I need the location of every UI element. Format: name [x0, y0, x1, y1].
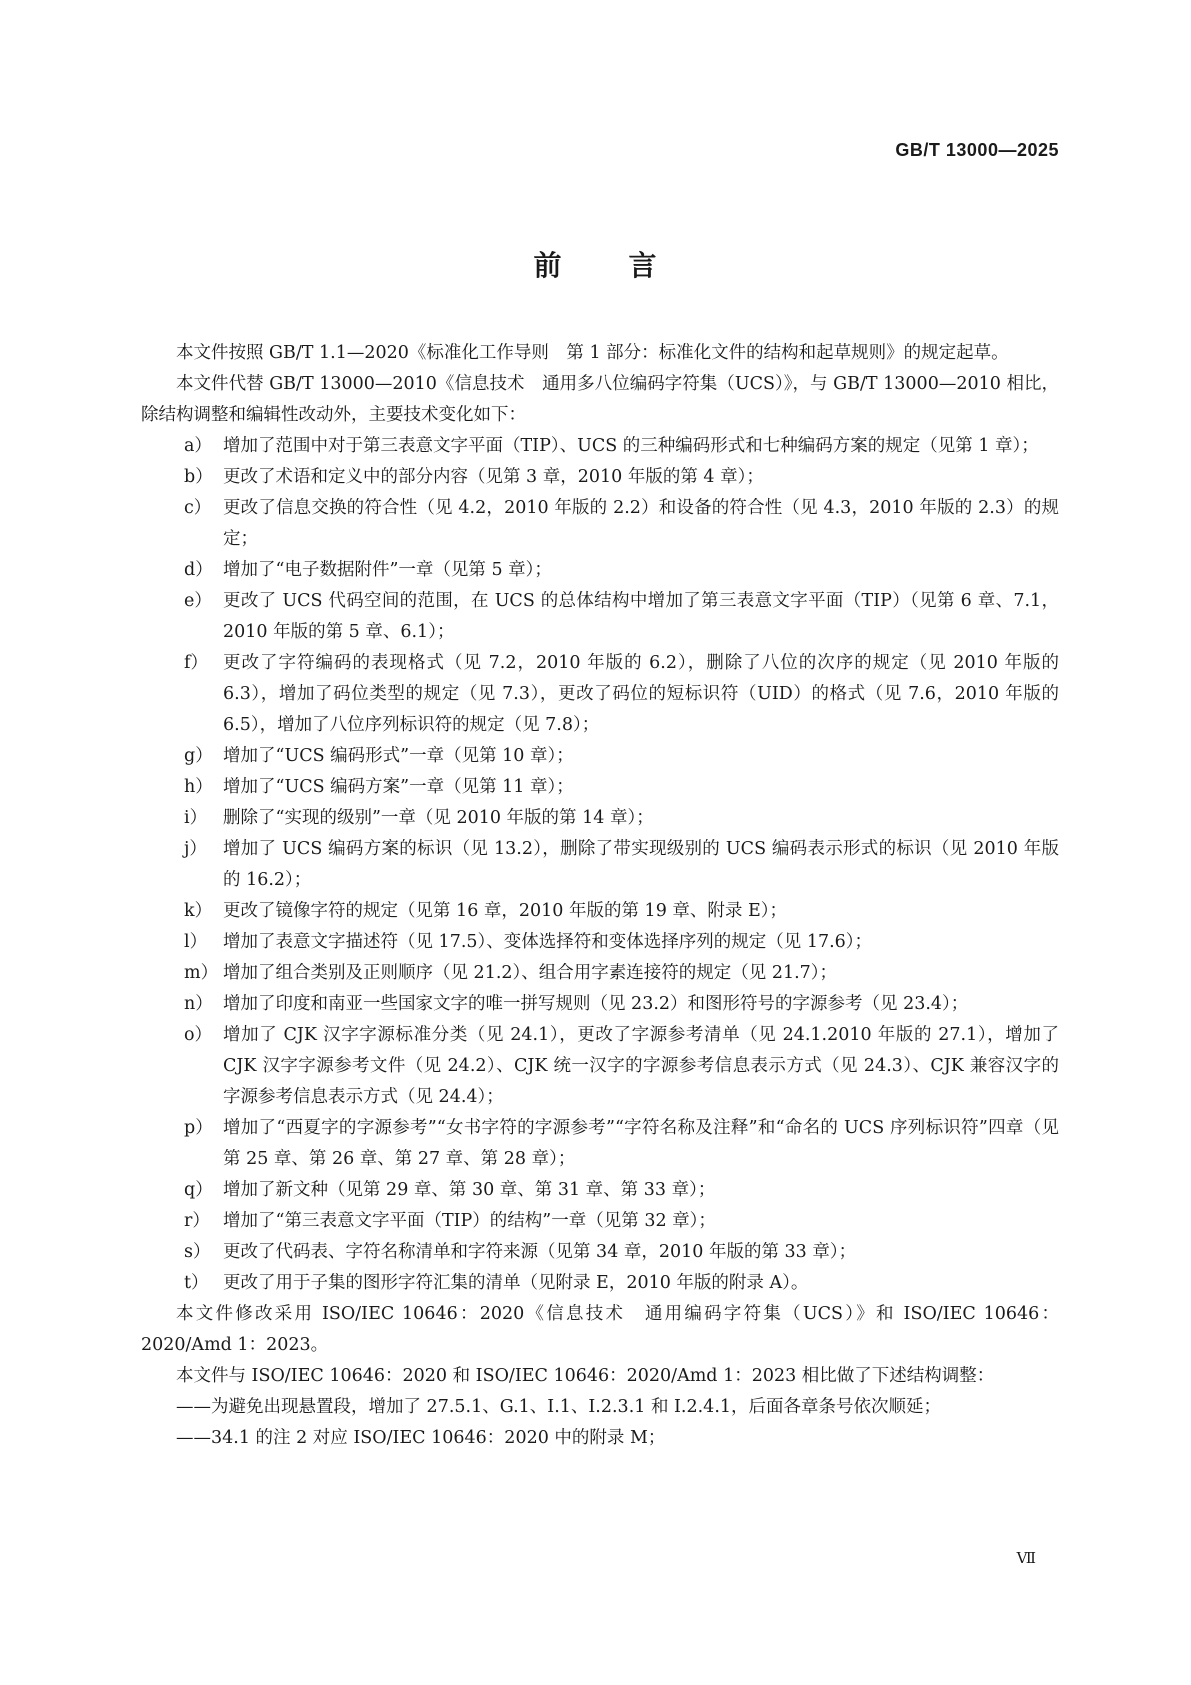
list-marker: o）: [184, 1025, 213, 1045]
list-text: 更改了 UCS 代码空间的范围，在 UCS 的总体结构中增加了第三表意文字平面（TIP）（见第 6 章、7.1，2010 年版的第 5 章、6.1）；: [223, 591, 1059, 642]
list-text: 增加了“西夏字的字源参考”“女书字符的字源参考”“字符名称及注释”和“命名的 UCS 序列标识符”四章（见第 25 章、第 26 章、第 27 章、第 28 章）；: [223, 1118, 1059, 1169]
list-text: 增加了表意文字描述符（见 17.5）、变体选择符和变体选择序列的规定（见 17.6）；: [223, 932, 873, 952]
paragraph-replacement: 本文件代替 GB/T 13000—2010《信息技术 通用多八位编码字符集（UCS）》，与 GB/T 13000—2010 相比，除结构调整和编辑性改动外，主要技术变化如下：: [141, 374, 1059, 425]
list-item: [141, 555, 1059, 586]
list-marker: a）: [184, 436, 212, 456]
list-marker: n）: [184, 994, 213, 1014]
list-marker: m）: [184, 963, 219, 983]
list-text: 增加了“UCS 编码方案”一章（见第 11 章）；: [223, 777, 574, 797]
list-marker: q）: [184, 1180, 213, 1200]
dash-item: ——34.1 的注 2 对应 ISO/IEC 10646：2020 中的附录 M；: [176, 1428, 666, 1448]
list-marker: s）: [184, 1242, 211, 1262]
list-text: 增加了新文种（见第 29 章、第 30 章、第 31 章、第 33 章）；: [223, 1180, 716, 1200]
list-marker: t）: [184, 1273, 209, 1293]
list-item: [141, 1268, 1059, 1299]
page-number: Ⅶ: [1016, 1549, 1036, 1567]
list-item: [141, 431, 1059, 462]
title-char-1: 前: [533, 249, 563, 282]
paragraph-structure-adjustment: 本文件与 ISO/IEC 10646：2020 和 ISO/IEC 10646：2020/Amd 1：2023 相比做了下述结构调整：: [176, 1366, 995, 1386]
paragraph-adoption: 本文件修改采用 ISO/IEC 10646：2020《信息技术 通用编码字符集（UCS）》和 ISO/IEC 10646：2020/Amd 1：2023。: [141, 1304, 1059, 1355]
standard-code: GB/T 13000—2025: [895, 140, 1059, 160]
list-marker: b）: [184, 467, 213, 487]
technical-changes-list: [141, 431, 1059, 1299]
list-marker: p）: [184, 1118, 213, 1138]
list-item: [141, 772, 1059, 803]
list-marker: g）: [184, 746, 213, 766]
list-item: [141, 896, 1059, 927]
list-text: 删除了“实现的级别”一章（见 2010 年版的第 14 章）；: [223, 808, 654, 828]
list-text: 增加了印度和南亚一些国家文字的唯一拼写规则（见 23.2）和图形符号的字源参考（见 23.4）；: [223, 994, 969, 1014]
list-marker: k）: [184, 901, 213, 921]
page-title: [0, 244, 1191, 284]
list-marker: r）: [184, 1211, 210, 1231]
list-item: [141, 1113, 1059, 1175]
list-text: 增加了组合类别及正则顺序（见 21.2）、组合用字素连接符的规定（见 21.7）；: [223, 963, 838, 983]
list-text: 增加了 UCS 编码方案的标识（见 13.2），删除了带实现级别的 UCS 编码表示形式的标识（见 2010 年版的 16.2）；: [223, 839, 1059, 890]
list-marker: f）: [184, 653, 208, 673]
list-text: 增加了 CJK 汉字字源标准分类（见 24.1），更改了字源参考清单（见 24.1.2010 年版的 27.1），增加了 CJK 汉字字源参考文件（见 24.2）、CJK 统一汉字的字源参考信息表示方式（见 24.3）、CJK 兼容汉字的字源参考信息表示方式（见 24.4）；: [223, 1025, 1059, 1107]
list-item: [141, 803, 1059, 834]
list-item: [141, 958, 1059, 989]
list-text: 增加了“电子数据附件”一章（见第 5 章）；: [223, 560, 552, 580]
list-text: 更改了镜像字符的规定（见第 16 章，2010 年版的第 19 章、附录 E）；: [223, 901, 787, 921]
list-marker: d）: [184, 560, 213, 580]
list-item: [141, 927, 1059, 958]
list-item: [141, 648, 1059, 741]
list-marker: c）: [184, 498, 212, 518]
list-item: [141, 834, 1059, 896]
list-item: [141, 1175, 1059, 1206]
list-item: [141, 586, 1059, 648]
list-item: [141, 1206, 1059, 1237]
list-text: 增加了“UCS 编码形式”一章（见第 10 章）；: [223, 746, 574, 766]
list-marker: l）: [184, 932, 208, 952]
title-char-2: 言: [628, 249, 658, 282]
list-text: 增加了范围中对于第三表意文字平面（TIP）、UCS 的三种编码形式和七种编码方案的规定（见第 1 章）；: [223, 436, 1039, 456]
list-item: [141, 989, 1059, 1020]
list-marker: e）: [184, 591, 212, 611]
list-text: 更改了字符编码的表现格式（见 7.2，2010 年版的 6.2），删除了八位的次序的规定（见 2010 年版的 6.3），增加了码位类型的规定（见 7.3），更改了码位的短标识符（UID）的格式（见 7.6，2010 年版的 6.5），增加了八位序列标识符的规定（见 7.8）；: [223, 653, 1059, 735]
list-item: [141, 1020, 1059, 1113]
list-text: 更改了代码表、字符名称清单和字符来源（见第 34 章，2010 年版的第 33 章）；: [223, 1242, 857, 1262]
list-item: [141, 493, 1059, 555]
list-text: 更改了术语和定义中的部分内容（见第 3 章，2010 年版的第 4 章）；: [223, 467, 764, 487]
list-item: [141, 741, 1059, 772]
list-marker: i）: [184, 808, 208, 828]
dash-item: ——为避免出现悬置段，增加了 27.5.1、G.1、I.1、I.2.3.1 和 I.2.4.1，后面各章条号依次顺延；: [176, 1397, 942, 1417]
list-item: [141, 462, 1059, 493]
list-marker: j）: [184, 839, 207, 859]
list-text: 增加了“第三表意文字平面（TIP）的结构”一章（见第 32 章）；: [223, 1211, 716, 1231]
list-text: 更改了用于子集的图形字符汇集的清单（见附录 E，2010 年版的附录 A）。: [223, 1273, 809, 1293]
list-marker: h）: [184, 777, 213, 797]
list-item: [141, 1237, 1059, 1268]
paragraph-drafting-basis: 本文件按照 GB/T 1.1—2020《标准化工作导则 第 1 部分：标准化文件的结构和起草规则》的规定起草。: [176, 343, 1009, 363]
foreword-body: [141, 338, 1059, 1454]
list-text: 更改了信息交换的符合性（见 4.2，2010 年版的 2.2）和设备的符合性（见 4.3，2010 年版的 2.3）的规定；: [223, 498, 1059, 549]
